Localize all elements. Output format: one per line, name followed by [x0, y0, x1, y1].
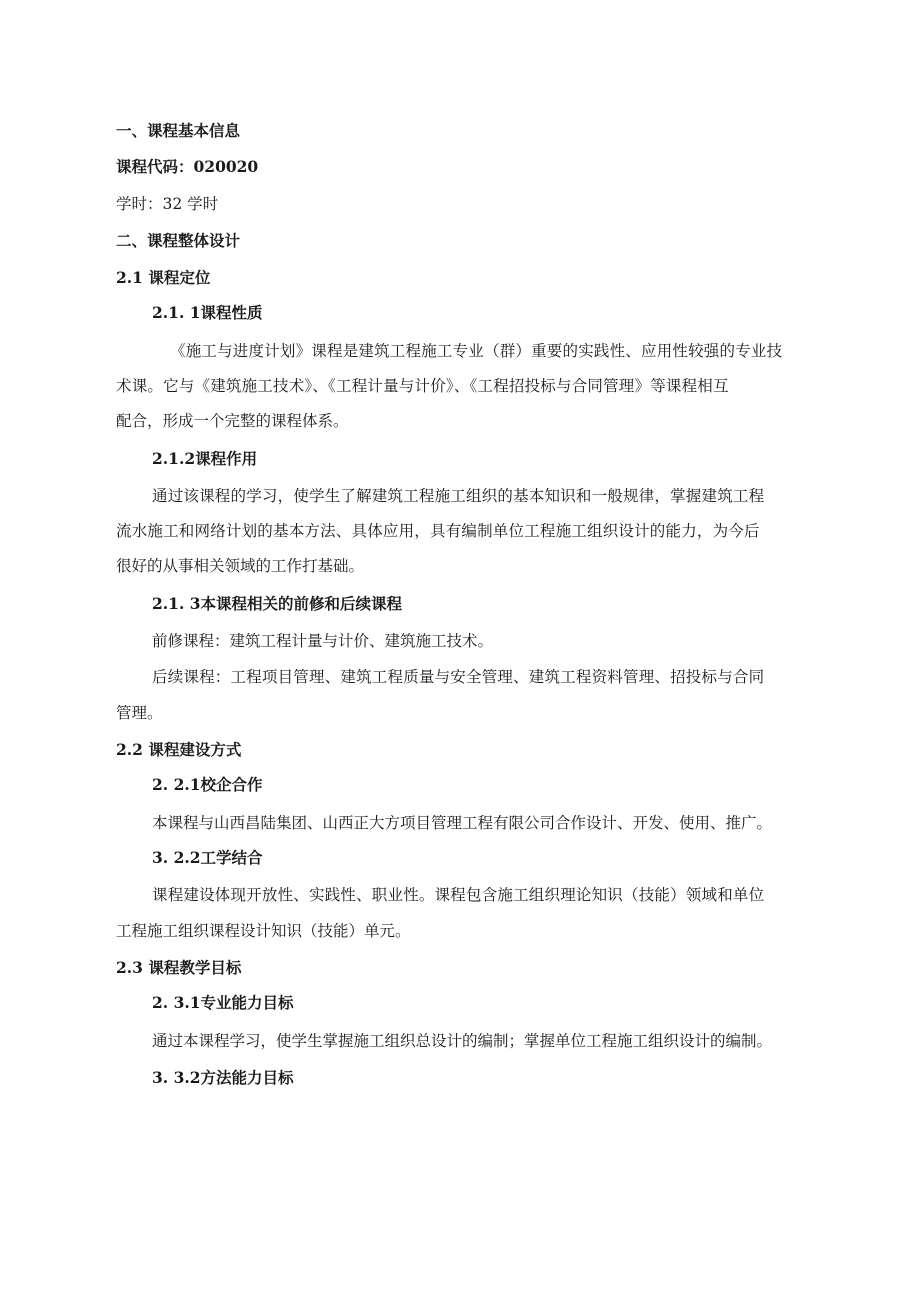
paragraph-line: 《施工与进度计划》课程是建筑工程施工专业（群）重要的实践性、应用性较强的专业技 [170, 342, 783, 360]
paragraph-line: 术课。它与《建筑施工技术》、《工程计量与计价》、《工程招投标与合同管理》等课程相互 [116, 377, 729, 395]
paragraph-line: 管理。 [116, 704, 163, 722]
heading-overall-design: 二、课程整体设计 [116, 231, 241, 250]
paragraph-line: 通过本课程学习，使学生掌握施工组织总设计的编制；掌握单位工程施工组织设计的编制。 [152, 1032, 773, 1050]
section-2-2: 2.2 课程建设方式 [116, 740, 242, 759]
paragraph-line: 配合，形成一个完整的课程体系。 [116, 412, 349, 430]
paragraph-line: 工程施工组织课程设计知识（技能）单元。 [116, 922, 411, 940]
section-2-3: 2.3 课程教学目标 [116, 958, 242, 977]
paragraph-line: 前修课程：建筑工程计量与计价、建筑施工技术。 [152, 632, 494, 650]
paragraph-line: 课程建设体现开放性、实践性、职业性。课程包含施工组织理论知识（技能）领域和单位 [152, 886, 765, 904]
section-2-1-3: 2.1. 3本课程相关的前修和后续课程 [152, 594, 403, 613]
section-2-3-1: 2. 3.1专业能力目标 [152, 993, 294, 1012]
section-2-1-1: 2.1. 1课程性质 [152, 303, 263, 322]
paragraph-line: 本课程与山西昌陆集团、山西正大方项目管理工程有限公司合作设计、开发、使用、推广。 [152, 814, 773, 832]
course-hours: 学时：32 学时 [116, 195, 219, 213]
paragraph-line: 后续课程：工程项目管理、建筑工程质量与安全管理、建筑工程资料管理、招投标与合同 [152, 668, 765, 686]
heading-basic-info: 一、课程基本信息 [116, 121, 241, 140]
paragraph-line: 通过该课程的学习，使学生了解建筑工程施工组织的基本知识和一般规律，掌握建筑工程 [152, 487, 765, 505]
section-2-3-2: 3. 3.2方法能力目标 [152, 1068, 294, 1087]
section-2-1-2: 2.1.2课程作用 [152, 449, 258, 468]
section-2-1: 2.1 课程定位 [116, 268, 211, 287]
section-2-2-1: 2. 2.1校企合作 [152, 775, 263, 794]
paragraph-line: 流水施工和网络计划的基本方法、具体应用，具有编制单位工程施工组织设计的能力，为今后 [116, 522, 760, 540]
section-2-2-2: 3. 2.2工学结合 [152, 848, 263, 867]
course-code: 课程代码：020020 [116, 157, 259, 176]
paragraph-line: 很好的从事相关领域的工作打基础。 [116, 557, 365, 575]
